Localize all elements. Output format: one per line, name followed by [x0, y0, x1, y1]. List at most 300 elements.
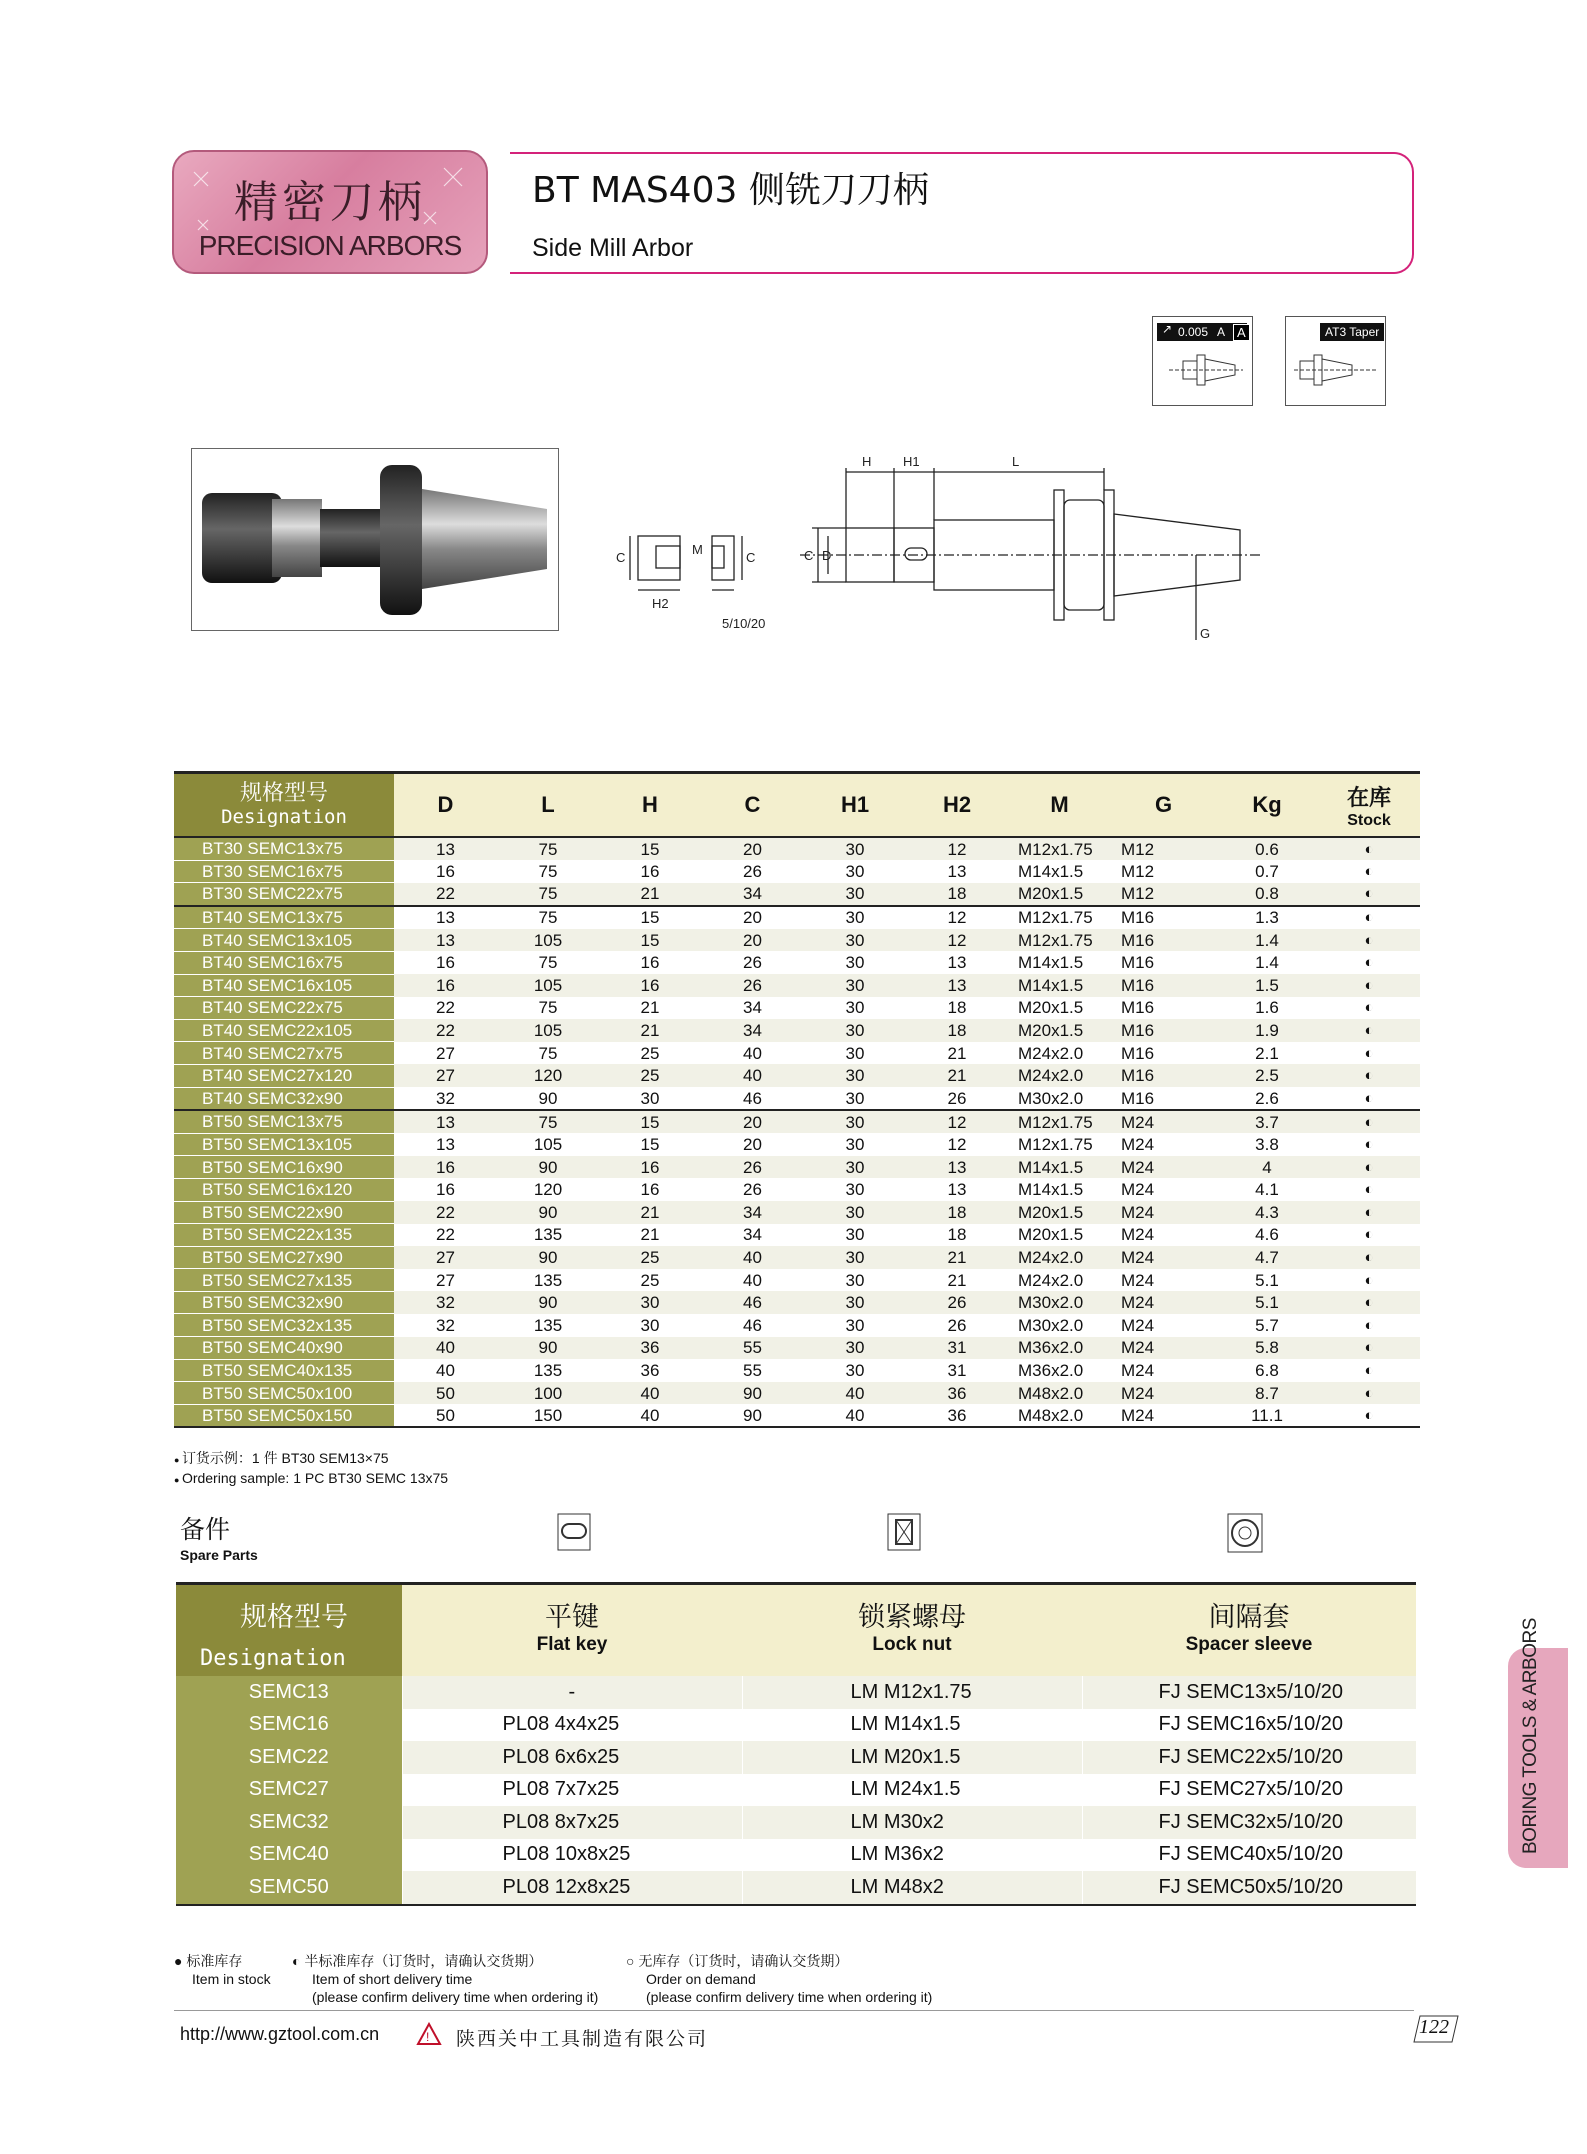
cell-h2: 31	[906, 1359, 1008, 1382]
cell-d: 27	[394, 1246, 497, 1269]
cell-h2: 18	[906, 1019, 1008, 1042]
cell-l: 120	[497, 1064, 599, 1087]
table-row	[174, 951, 1420, 974]
cell-h: 16	[599, 1156, 701, 1179]
flat-key-en: Flat key	[536, 1634, 608, 1655]
cell-g: M24	[1111, 1224, 1216, 1247]
cell-h1: 30	[804, 1359, 906, 1382]
table-row	[174, 1337, 1420, 1360]
cell-h1: 30	[804, 1337, 906, 1360]
cell-h: 40	[599, 1382, 701, 1405]
lock-nut-cn: 锁紧螺母	[858, 1602, 966, 1633]
cell-stock: ◐	[1318, 1019, 1420, 1042]
label-L: L	[1012, 454, 1020, 469]
legend-short-en1: Item of short delivery time	[312, 1971, 473, 1987]
cell-h1: 30	[804, 1291, 906, 1314]
label-spacer-width: 5/10/20	[722, 616, 766, 631]
cell-h2: 31	[906, 1337, 1008, 1360]
cell-stock: ◐	[1318, 1314, 1420, 1337]
spare-header-lock-nut	[742, 1584, 1082, 1677]
cell-m: M30x2.0	[1008, 1314, 1111, 1337]
cell-c: 55	[701, 1337, 804, 1360]
cell-h2: 12	[906, 837, 1008, 860]
cell-h: 25	[599, 1042, 701, 1065]
cell-kg: 2.6	[1216, 1087, 1318, 1110]
cell-g: M24	[1111, 1291, 1216, 1314]
spare-cell-lock-nut: LM M24x1.5	[742, 1774, 1082, 1807]
cell-d: 22	[394, 997, 497, 1020]
cell-kg: 4.7	[1216, 1246, 1318, 1269]
cell-stock: ◐	[1318, 1291, 1420, 1314]
label-H: H	[862, 454, 872, 469]
cell-l: 100	[497, 1382, 599, 1405]
table-header-row	[174, 773, 1420, 838]
logo-english: PRECISION ARBORS	[198, 230, 462, 261]
cell-stock: ◐	[1318, 1133, 1420, 1156]
spare-header-flat-key	[402, 1584, 742, 1677]
cell-c: 34	[701, 997, 804, 1020]
cell-designation: BT50 SEMC50x100	[174, 1382, 394, 1405]
cell-l: 90	[497, 1156, 599, 1179]
cell-l: 75	[497, 997, 599, 1020]
legend-in-stock-en: Item in stock	[192, 1971, 271, 1987]
arbor-photo-icon	[192, 449, 558, 630]
header-designation	[174, 773, 394, 838]
cell-c: 55	[701, 1359, 804, 1382]
cell-d: 16	[394, 1178, 497, 1201]
cell-c: 26	[701, 1156, 804, 1179]
cell-h2: 26	[906, 1314, 1008, 1337]
cell-h1: 30	[804, 1246, 906, 1269]
spare-row	[176, 1774, 1416, 1807]
spacer-cn: 间隔套	[1208, 1602, 1290, 1633]
tolerance-ref: A	[1217, 325, 1226, 339]
table-row	[174, 1246, 1420, 1269]
cell-l: 90	[497, 1087, 599, 1110]
spare-cell-flat-key: PL08 4x4x25	[402, 1709, 742, 1742]
cell-c: 20	[701, 906, 804, 929]
spare-cell-designation: SEMC22	[176, 1741, 402, 1774]
table-row	[174, 1201, 1420, 1224]
cell-l: 90	[497, 1201, 599, 1224]
cell-l: 75	[497, 1110, 599, 1133]
side-tab-label: BORING TOOLS & ARBORS	[1520, 1618, 1541, 1854]
cell-d: 13	[394, 837, 497, 860]
cell-l: 90	[497, 1246, 599, 1269]
cell-stock: ◐	[1318, 1382, 1420, 1405]
cell-h1: 30	[804, 929, 906, 952]
cell-d: 16	[394, 951, 497, 974]
header-H2: H2	[906, 773, 1008, 838]
spare-parts-table	[176, 1582, 1416, 1906]
cell-l: 135	[497, 1314, 599, 1337]
cell-stock: ◐	[1318, 883, 1420, 906]
table-row	[174, 906, 1420, 929]
cell-h1: 30	[804, 1087, 906, 1110]
cell-h: 40	[599, 1404, 701, 1427]
cell-g: M12	[1111, 860, 1216, 883]
table-row	[174, 1156, 1420, 1179]
spare-cell-flat-key: PL08 12x8x25	[402, 1871, 742, 1905]
section-side-tab	[1508, 1618, 1568, 1868]
cell-designation: BT50 SEMC27x135	[174, 1269, 394, 1292]
table-row	[174, 974, 1420, 997]
cell-d: 50	[394, 1382, 497, 1405]
table-body	[174, 837, 1420, 1427]
cell-d: 27	[394, 1064, 497, 1087]
label-key-C: C	[616, 550, 626, 565]
cell-h: 16	[599, 974, 701, 997]
cell-g: M24	[1111, 1110, 1216, 1133]
cell-g: M24	[1111, 1178, 1216, 1201]
table-row	[174, 1042, 1420, 1065]
cell-h2: 21	[906, 1042, 1008, 1065]
cell-l: 75	[497, 860, 599, 883]
cell-designation: BT30 SEMC13x75	[174, 837, 394, 860]
cell-h1: 30	[804, 1064, 906, 1087]
cell-kg: 4.3	[1216, 1201, 1318, 1224]
cell-m: M48x2.0	[1008, 1382, 1111, 1405]
header-H1: H1	[804, 773, 906, 838]
cell-designation: BT50 SEMC16x120	[174, 1178, 394, 1201]
cell-kg: 3.8	[1216, 1133, 1318, 1156]
cell-m: M24x2.0	[1008, 1064, 1111, 1087]
header-D: D	[394, 773, 497, 838]
cell-kg: 4.6	[1216, 1224, 1318, 1247]
spare-cell-designation: SEMC16	[176, 1709, 402, 1742]
cell-c: 26	[701, 951, 804, 974]
specification-table	[174, 771, 1420, 1428]
cell-designation: BT50 SEMC40x135	[174, 1359, 394, 1382]
cell-c: 34	[701, 1019, 804, 1042]
header-H: H	[599, 773, 701, 838]
cell-h: 30	[599, 1291, 701, 1314]
header-L: L	[497, 773, 599, 838]
cell-kg: 0.7	[1216, 860, 1318, 883]
cell-h: 15	[599, 1110, 701, 1133]
cell-m: M14x1.5	[1008, 1178, 1111, 1201]
product-photo	[191, 448, 559, 631]
cell-d: 40	[394, 1359, 497, 1382]
spare-header-designation	[176, 1584, 402, 1677]
cell-h1: 30	[804, 860, 906, 883]
cell-h2: 18	[906, 1224, 1008, 1247]
taper-label: AT3 Taper	[1320, 323, 1384, 341]
cell-stock: ◐	[1318, 1337, 1420, 1360]
cell-h1: 30	[804, 1156, 906, 1179]
cell-stock: ◐	[1318, 1359, 1420, 1382]
cell-d: 27	[394, 1042, 497, 1065]
runout-tolerance-box	[1152, 316, 1253, 406]
cell-designation: BT40 SEMC13x105	[174, 929, 394, 952]
spacer-en: Spacer sleeve	[1185, 1634, 1313, 1655]
cell-stock: ◐	[1318, 1087, 1420, 1110]
cell-kg: 5.1	[1216, 1269, 1318, 1292]
cell-stock: ◐	[1318, 1224, 1420, 1247]
footer-url[interactable]: http://www.gztool.com.cn	[180, 2024, 380, 2044]
spare-header-designation-cn: 规格型号	[240, 1602, 348, 1633]
cell-h: 21	[599, 1224, 701, 1247]
half-circle-icon: ◐	[292, 1953, 301, 1969]
spare-row	[176, 1871, 1416, 1905]
cell-c: 20	[701, 837, 804, 860]
table-row	[174, 1133, 1420, 1156]
spare-row	[176, 1806, 1416, 1839]
table-row	[174, 1019, 1420, 1042]
cell-stock: ◐	[1318, 837, 1420, 860]
cell-l: 90	[497, 1337, 599, 1360]
cell-kg: 5.7	[1216, 1314, 1318, 1337]
cell-h2: 26	[906, 1291, 1008, 1314]
cell-designation: BT40 SEMC32x90	[174, 1087, 394, 1110]
cell-designation: BT40 SEMC22x105	[174, 1019, 394, 1042]
table-row	[174, 1178, 1420, 1201]
spare-cell-lock-nut: LM M30x2	[742, 1806, 1082, 1839]
cell-h2: 13	[906, 1178, 1008, 1201]
cell-c: 40	[701, 1246, 804, 1269]
cell-h2: 21	[906, 1064, 1008, 1087]
table-row	[174, 1110, 1420, 1133]
logo-chinese: 精密刀柄	[234, 177, 426, 228]
cell-m: M14x1.5	[1008, 951, 1111, 974]
page-number: 122	[1419, 2016, 1449, 2038]
cell-l: 75	[497, 1042, 599, 1065]
cell-h2: 18	[906, 997, 1008, 1020]
cell-designation: BT40 SEMC13x75	[174, 906, 394, 929]
cell-stock: ◐	[1318, 951, 1420, 974]
header-stock	[1318, 773, 1420, 838]
cell-m: M48x2.0	[1008, 1404, 1111, 1427]
cell-m: M30x2.0	[1008, 1291, 1111, 1314]
cell-c: 90	[701, 1404, 804, 1427]
cell-h2: 21	[906, 1269, 1008, 1292]
cell-g: M12	[1111, 883, 1216, 906]
cell-l: 105	[497, 929, 599, 952]
header-G: G	[1111, 773, 1216, 838]
cell-m: M12x1.75	[1008, 906, 1111, 929]
cell-designation: BT50 SEMC50x150	[174, 1404, 394, 1427]
cell-m: M24x2.0	[1008, 1246, 1111, 1269]
spare-cell-spacer-sleeve: FJ SEMC50x5/10/20	[1082, 1871, 1416, 1905]
cell-stock: ◐	[1318, 1201, 1420, 1224]
table-row	[174, 1382, 1420, 1405]
cell-stock: ◐	[1318, 1178, 1420, 1201]
header-C: C	[701, 773, 804, 838]
spare-header-row	[176, 1584, 1416, 1677]
cell-d: 27	[394, 1269, 497, 1292]
cell-h: 25	[599, 1246, 701, 1269]
cell-c: 34	[701, 1224, 804, 1247]
spare-cell-spacer-sleeve: FJ SEMC40x5/10/20	[1082, 1839, 1416, 1872]
cell-designation: BT50 SEMC40x90	[174, 1337, 394, 1360]
spacer-sleeve-icon	[1226, 1512, 1264, 1554]
cell-g: M16	[1111, 906, 1216, 929]
cell-h: 25	[599, 1269, 701, 1292]
cell-g: M16	[1111, 1019, 1216, 1042]
cell-m: M20x1.5	[1008, 1224, 1111, 1247]
warning-triangle-icon	[416, 2022, 442, 2046]
spare-cell-spacer-sleeve: FJ SEMC13x5/10/20	[1082, 1676, 1416, 1709]
spare-cell-designation: SEMC50	[176, 1871, 402, 1905]
cell-h2: 18	[906, 883, 1008, 906]
cell-h2: 36	[906, 1382, 1008, 1405]
order-sample-cn: ● 订货示例：1 件 BT30 SEM13×75	[174, 1449, 448, 1469]
cell-g: M24	[1111, 1201, 1216, 1224]
label-H2: H2	[652, 596, 669, 611]
spare-cell-lock-nut: LM M20x1.5	[742, 1741, 1082, 1774]
flat-key-icon	[556, 1512, 592, 1552]
cell-designation: BT40 SEMC16x75	[174, 951, 394, 974]
cell-m: M12x1.75	[1008, 929, 1111, 952]
ordering-notes	[174, 1449, 448, 1489]
label-M: M	[692, 542, 703, 557]
header-designation-en: Designation	[221, 806, 347, 828]
cell-m: M14x1.5	[1008, 860, 1111, 883]
cell-c: 34	[701, 1201, 804, 1224]
cell-g: M24	[1111, 1314, 1216, 1337]
cell-h2: 12	[906, 906, 1008, 929]
cell-designation: BT40 SEMC22x75	[174, 997, 394, 1020]
cell-d: 32	[394, 1291, 497, 1314]
legend-demand-en2: (please confirm delivery time when ordering it)	[646, 1989, 933, 2005]
label-spacer-C: C	[746, 550, 756, 565]
table-row	[174, 1359, 1420, 1382]
cell-h2: 18	[906, 1201, 1008, 1224]
cell-l: 135	[497, 1269, 599, 1292]
table-row	[174, 837, 1420, 860]
cell-h: 30	[599, 1314, 701, 1337]
spare-header-spacer	[1082, 1584, 1416, 1677]
table-row	[174, 1314, 1420, 1337]
cell-kg: 0.6	[1216, 837, 1318, 860]
cell-kg: 11.1	[1216, 1404, 1318, 1427]
cell-h: 25	[599, 1064, 701, 1087]
header-stock-cn: 在库	[1346, 784, 1391, 810]
spare-parts-subtitle: Spare Parts	[180, 1547, 258, 1563]
cell-h2: 12	[906, 1133, 1008, 1156]
cell-h1: 30	[804, 837, 906, 860]
table-row	[174, 997, 1420, 1020]
taper-mini-icon	[1286, 343, 1385, 403]
spare-cell-spacer-sleeve: FJ SEMC32x5/10/20	[1082, 1806, 1416, 1839]
cell-g: M24	[1111, 1156, 1216, 1179]
flat-key-cn: 平键	[545, 1602, 599, 1633]
cell-h2: 36	[906, 1404, 1008, 1427]
cell-m: M14x1.5	[1008, 1156, 1111, 1179]
cell-h2: 13	[906, 860, 1008, 883]
cell-m: M36x2.0	[1008, 1359, 1111, 1382]
cell-stock: ◐	[1318, 1110, 1420, 1133]
cell-m: M14x1.5	[1008, 974, 1111, 997]
cell-d: 22	[394, 1224, 497, 1247]
cell-designation: BT50 SEMC32x90	[174, 1291, 394, 1314]
spare-table-body	[176, 1676, 1416, 1905]
cell-stock: ◐	[1318, 860, 1420, 883]
cell-designation: BT40 SEMC27x75	[174, 1042, 394, 1065]
cell-stock: ◐	[1318, 1269, 1420, 1292]
dimension-drawing	[600, 450, 1300, 650]
cell-g: M16	[1111, 974, 1216, 997]
cell-h2: 12	[906, 1110, 1008, 1133]
cell-g: M16	[1111, 997, 1216, 1020]
cell-designation: BT50 SEMC13x75	[174, 1110, 394, 1133]
cell-h: 30	[599, 1087, 701, 1110]
cell-h: 15	[599, 1133, 701, 1156]
cell-stock: ◐	[1318, 1404, 1420, 1427]
cell-stock: ◐	[1318, 1156, 1420, 1179]
cell-c: 34	[701, 883, 804, 906]
cell-kg: 1.9	[1216, 1019, 1318, 1042]
cell-stock: ◐	[1318, 1064, 1420, 1087]
table-row	[174, 1404, 1420, 1427]
spare-cell-lock-nut: LM M48x2	[742, 1871, 1082, 1905]
cell-d: 22	[394, 883, 497, 906]
legend-in-stock	[174, 1952, 271, 1988]
legend-short-cn: 半标准库存（订货时，请确认交货期）	[304, 1953, 543, 1969]
spare-cell-spacer-sleeve: FJ SEMC22x5/10/20	[1082, 1741, 1416, 1774]
table-row	[174, 1291, 1420, 1314]
cell-h2: 21	[906, 1246, 1008, 1269]
cell-d: 32	[394, 1087, 497, 1110]
cell-kg: 5.8	[1216, 1337, 1318, 1360]
cell-l: 135	[497, 1224, 599, 1247]
cell-kg: 4.1	[1216, 1178, 1318, 1201]
cell-l: 75	[497, 951, 599, 974]
page-number-frame-icon	[1412, 2012, 1460, 2046]
spare-cell-flat-key: PL08 7x7x25	[402, 1774, 742, 1807]
cell-designation: BT50 SEMC22x135	[174, 1224, 394, 1247]
tolerance-value: 0.005	[1178, 325, 1209, 339]
cell-h1: 30	[804, 1201, 906, 1224]
legend-short-en2: (please confirm delivery time when ordering it)	[312, 1989, 599, 2005]
legend-on-demand	[626, 1952, 932, 2006]
cell-d: 16	[394, 1156, 497, 1179]
header-Kg: Kg	[1216, 773, 1318, 838]
cell-d: 16	[394, 860, 497, 883]
runout-arrow-icon: ↗	[1162, 322, 1173, 336]
cell-designation: BT30 SEMC16x75	[174, 860, 394, 883]
taper-box	[1285, 316, 1386, 406]
spare-cell-spacer-sleeve: FJ SEMC27x5/10/20	[1082, 1774, 1416, 1807]
spare-row	[176, 1839, 1416, 1872]
cell-d: 13	[394, 1110, 497, 1133]
cell-kg: 0.8	[1216, 883, 1318, 906]
tolerance-datum: A	[1233, 324, 1250, 341]
order-sample-en: ● Ordering sample: 1 PC BT30 SEMC 13x75	[174, 1469, 448, 1489]
cell-designation: BT50 SEMC13x105	[174, 1133, 394, 1156]
cell-d: 13	[394, 906, 497, 929]
svg-text:!: !	[426, 2030, 430, 2044]
cell-h2: 13	[906, 974, 1008, 997]
legend-demand-en1: Order on demand	[646, 1971, 756, 1987]
empty-circle-icon: ○	[626, 1953, 635, 1969]
cell-kg: 1.3	[1216, 906, 1318, 929]
cell-h: 21	[599, 997, 701, 1020]
cell-c: 40	[701, 1042, 804, 1065]
spare-row	[176, 1741, 1416, 1774]
spare-cell-lock-nut: LM M12x1.75	[742, 1676, 1082, 1709]
header-stock-en: Stock	[1347, 811, 1391, 829]
label-G: G	[1200, 626, 1211, 641]
cell-m: M24x2.0	[1008, 1269, 1111, 1292]
cell-kg: 2.5	[1216, 1064, 1318, 1087]
spare-row	[176, 1676, 1416, 1709]
cell-h1: 30	[804, 1224, 906, 1247]
spare-parts-title: 备件	[180, 1515, 231, 1544]
cell-stock: ◐	[1318, 1042, 1420, 1065]
cell-g: M24	[1111, 1404, 1216, 1427]
lock-nut-icon	[886, 1512, 922, 1552]
